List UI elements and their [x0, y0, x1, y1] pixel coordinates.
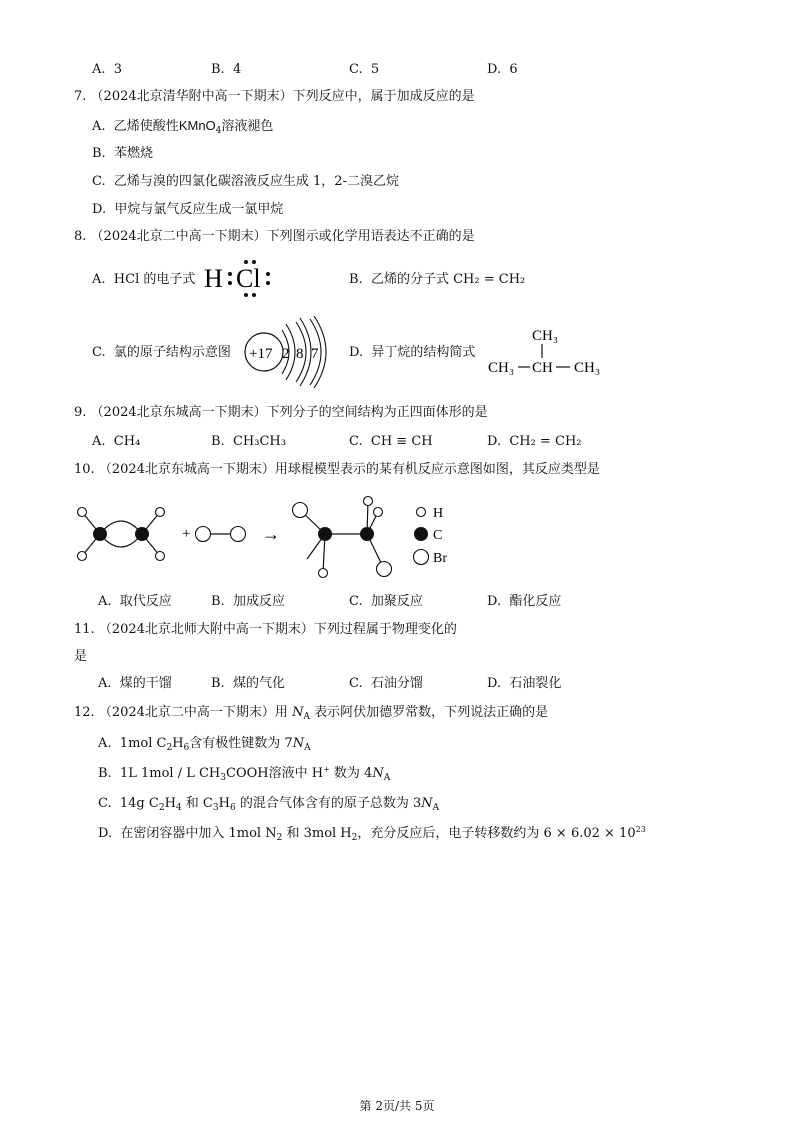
q10-stem — [74, 462, 600, 478]
option-text: COOH溶液中 H — [226, 766, 324, 781]
option-text: 加聚反应 — [370, 594, 423, 609]
question-stem: 下列反应中，属于加成反应的是 — [292, 89, 475, 104]
q7-option-a — [92, 118, 273, 135]
subscript: 2 — [158, 803, 165, 813]
superscript: + — [323, 765, 330, 774]
hydrogen-symbol: H — [204, 264, 223, 293]
subscript: A — [304, 743, 311, 753]
q12-option-c — [98, 796, 439, 812]
question-number: 11. — [74, 622, 95, 637]
q12-option-b — [98, 766, 390, 782]
option-text: CH₃CH₃ — [232, 434, 286, 449]
q11-stem — [74, 622, 457, 638]
option-text: 加成反应 — [232, 594, 285, 609]
methyl-right: CH₃ — [574, 360, 601, 376]
option-text: 乙烯的分子式 — [370, 272, 449, 287]
option-letter: D. — [92, 202, 107, 217]
option-text: 氯的原子结构示意图 — [113, 345, 231, 360]
q6-option-a — [92, 62, 122, 78]
option-text: 14g C — [119, 796, 159, 811]
option-text: 煤的干馏 — [119, 676, 172, 691]
subscript: A — [383, 773, 391, 783]
bromine-model — [196, 527, 246, 542]
legend-bromine: Br — [433, 551, 447, 566]
question-source: （2024北京东城高一下期末） — [98, 462, 275, 477]
chlorine-atom-diagram — [242, 316, 332, 392]
q9-option-a — [92, 434, 140, 450]
option-letter: C. — [92, 174, 106, 189]
option-letter: D. — [487, 62, 502, 77]
question-source: （2024北京北师大附中高一下期末） — [98, 622, 314, 637]
subscript: 2 — [276, 833, 283, 843]
q6-option-c — [349, 62, 379, 78]
q11-option-b — [211, 676, 285, 692]
option-text: CH₂ = CH₂ — [509, 434, 582, 449]
q7-option-b — [92, 146, 153, 162]
shell-electrons: 8 — [296, 346, 304, 362]
question-number: 8. — [74, 229, 87, 244]
option-letter: A. — [92, 434, 106, 449]
question-stem: 表示阿伏加德罗常数，下列说法正确的是 — [314, 705, 549, 720]
q10-option-c — [349, 594, 423, 610]
subscript: 3 — [220, 773, 226, 783]
option-text: 苯燃烧 — [113, 146, 153, 161]
option-text: 和 C — [181, 796, 213, 811]
option-text: 4 — [232, 62, 242, 77]
option-letter: C. — [98, 796, 112, 811]
q12-stem — [74, 705, 548, 721]
option-letter: A. — [98, 736, 112, 751]
option-letter: A. — [98, 594, 112, 609]
ball-stick-reaction-diagram — [66, 492, 466, 584]
option-letter: B. — [211, 594, 225, 609]
option-text: ，充分反应后，电子转移数约为 6 × 6.02 × 10 — [357, 826, 636, 841]
q10-option-a — [98, 594, 172, 610]
option-text: 6 — [509, 62, 518, 77]
option-text: 在密闭容器中加入 1mol N — [120, 826, 277, 841]
option-letter: B. — [211, 434, 225, 449]
question-number: 12. — [74, 705, 95, 720]
option-text: 甲烷与氯气反应生成一氯甲烷 — [114, 202, 284, 217]
option-text: HCl 的电子式 — [113, 272, 196, 287]
question-stem: 用球棍模型表示的某有机反应示意图如图，其反应类型是 — [274, 462, 600, 477]
question-stem: 下列图示或化学用语表达不正确的是 — [266, 229, 475, 244]
subscript: 4 — [175, 803, 182, 813]
atom-legend — [414, 506, 448, 566]
q10-option-b — [211, 594, 285, 610]
isobutane-structure — [486, 322, 612, 378]
option-text: 1L 1mol / L CH — [119, 766, 221, 781]
subscript: 6 — [229, 803, 236, 813]
subscript: A — [303, 712, 310, 722]
q8-stem — [74, 229, 475, 245]
option-text: 异丁烷的结构简式 — [371, 345, 476, 360]
reaction-arrow: → — [262, 524, 280, 544]
option-text: 石油分馏 — [370, 676, 423, 691]
central-carbon: CH — [532, 360, 553, 376]
subscript: 4 — [215, 126, 222, 136]
option-letter: D. — [487, 676, 502, 691]
q9-stem — [74, 405, 488, 421]
option-letter: B. — [211, 676, 225, 691]
option-letter: A. — [92, 272, 106, 287]
avogadro-symbol: N — [421, 796, 433, 811]
option-text: 5 — [370, 62, 380, 77]
hcl-electron-formula — [202, 256, 282, 300]
option-letter: D. — [349, 345, 364, 360]
question-stem: 下列分子的空间结构为正四面体形的是 — [266, 405, 488, 420]
legend-hydrogen: H — [433, 506, 444, 521]
option-text: CH ≡ CH — [370, 434, 433, 449]
question-stem: 下列过程属于物理变化的 — [313, 622, 457, 637]
page-number: 第 2页/共 5页 — [359, 1099, 435, 1113]
option-text: 石油裂化 — [509, 676, 562, 691]
question-source: （2024北京清华附中高一下期末） — [90, 89, 293, 104]
subscript: A — [432, 803, 440, 813]
q7-option-c — [92, 174, 399, 190]
option-letter: B. — [92, 146, 106, 161]
formula: CH₂ = CH₂ — [453, 272, 526, 287]
question-source: （2024北京东城高一下期末） — [90, 405, 267, 420]
option-letter: C. — [349, 434, 363, 449]
q8-option-a — [92, 272, 195, 288]
subscript: 3 — [212, 803, 219, 813]
question-number: 9. — [74, 405, 87, 420]
q7-stem — [74, 89, 475, 105]
option-letter: B. — [211, 62, 225, 77]
option-letter: A. — [92, 119, 106, 134]
question-number: 7. — [74, 89, 87, 104]
option-letter: D. — [487, 434, 502, 449]
option-letter: C. — [349, 594, 363, 609]
q7-option-d — [92, 202, 283, 218]
option-text: 的混合气体含有的原子总数为 3 — [235, 796, 422, 811]
avogadro-symbol: N — [292, 736, 305, 751]
option-text: 数为 4 — [329, 766, 373, 781]
q9-option-d — [487, 434, 582, 450]
q8-option-d — [349, 345, 475, 361]
subscript: 2 — [351, 833, 358, 843]
option-letter: B. — [349, 272, 363, 287]
option-letter: A. — [98, 676, 112, 691]
option-text: 乙烯与溴的四氯化碳溶液反应生成 1，2-二溴乙烷 — [113, 174, 399, 189]
avogadro-symbol: N — [372, 766, 384, 781]
option-text: 溶液褪色 — [221, 119, 274, 134]
subscript: 6 — [183, 743, 190, 753]
legend-carbon: C — [433, 528, 443, 543]
question-source: （2024北京二中高一下期末） — [98, 705, 275, 720]
option-letter: C. — [349, 62, 363, 77]
option-text: 含有极性键数为 7 — [189, 736, 293, 751]
formula: KMnO — [178, 118, 216, 133]
question-source: （2024北京二中高一下期末） — [90, 229, 267, 244]
superscript: 23 — [635, 825, 646, 834]
q6-option-b — [211, 62, 241, 78]
option-letter: D. — [98, 826, 113, 841]
methyl-left: CH₃ — [488, 360, 515, 376]
option-text: 1mol C — [119, 736, 167, 751]
option-text: 取代反应 — [119, 594, 172, 609]
q8-option-c — [92, 345, 231, 361]
q9-option-c — [349, 434, 433, 450]
option-letter: D. — [487, 594, 502, 609]
q12-option-a — [98, 736, 311, 752]
option-text: 3 — [113, 62, 123, 77]
option-text: H — [218, 796, 230, 811]
option-letter: B. — [98, 766, 112, 781]
subscript: 2 — [166, 743, 173, 753]
option-text: CH₄ — [113, 434, 141, 449]
methyl-top: CH₃ — [532, 328, 559, 344]
q6-option-d — [487, 62, 518, 78]
nucleus-charge: +17 — [249, 346, 273, 362]
option-letter: A. — [92, 62, 106, 77]
q8-option-b — [349, 272, 525, 288]
option-text: 和 3mol H — [282, 826, 352, 841]
question-number: 10. — [74, 462, 95, 477]
plus-sign: + — [182, 526, 191, 542]
ethylene-model — [78, 508, 165, 561]
q11-option-d — [487, 676, 561, 692]
option-text: 煤的气化 — [232, 676, 285, 691]
q11-option-c — [349, 676, 423, 692]
option-letter: C. — [92, 345, 106, 360]
question-stem: 用 — [274, 705, 288, 720]
option-text: H — [164, 796, 176, 811]
avogadro-symbol: N — [292, 705, 304, 720]
q11-stem-continued: 是 — [74, 649, 88, 664]
option-text: H — [172, 736, 184, 751]
option-text: 酯化反应 — [509, 594, 562, 609]
shell-electrons: 7 — [311, 346, 319, 362]
dibromoethane-model — [293, 497, 392, 578]
option-letter: C. — [349, 676, 363, 691]
q11-option-a — [98, 676, 172, 692]
q10-option-d — [487, 594, 561, 610]
shell-electrons: 2 — [282, 346, 290, 362]
chlorine-symbol: Cl — [236, 264, 261, 293]
q9-option-b — [211, 434, 286, 450]
option-text: 乙烯使酸性 — [113, 119, 179, 134]
q12-option-d — [98, 826, 646, 842]
